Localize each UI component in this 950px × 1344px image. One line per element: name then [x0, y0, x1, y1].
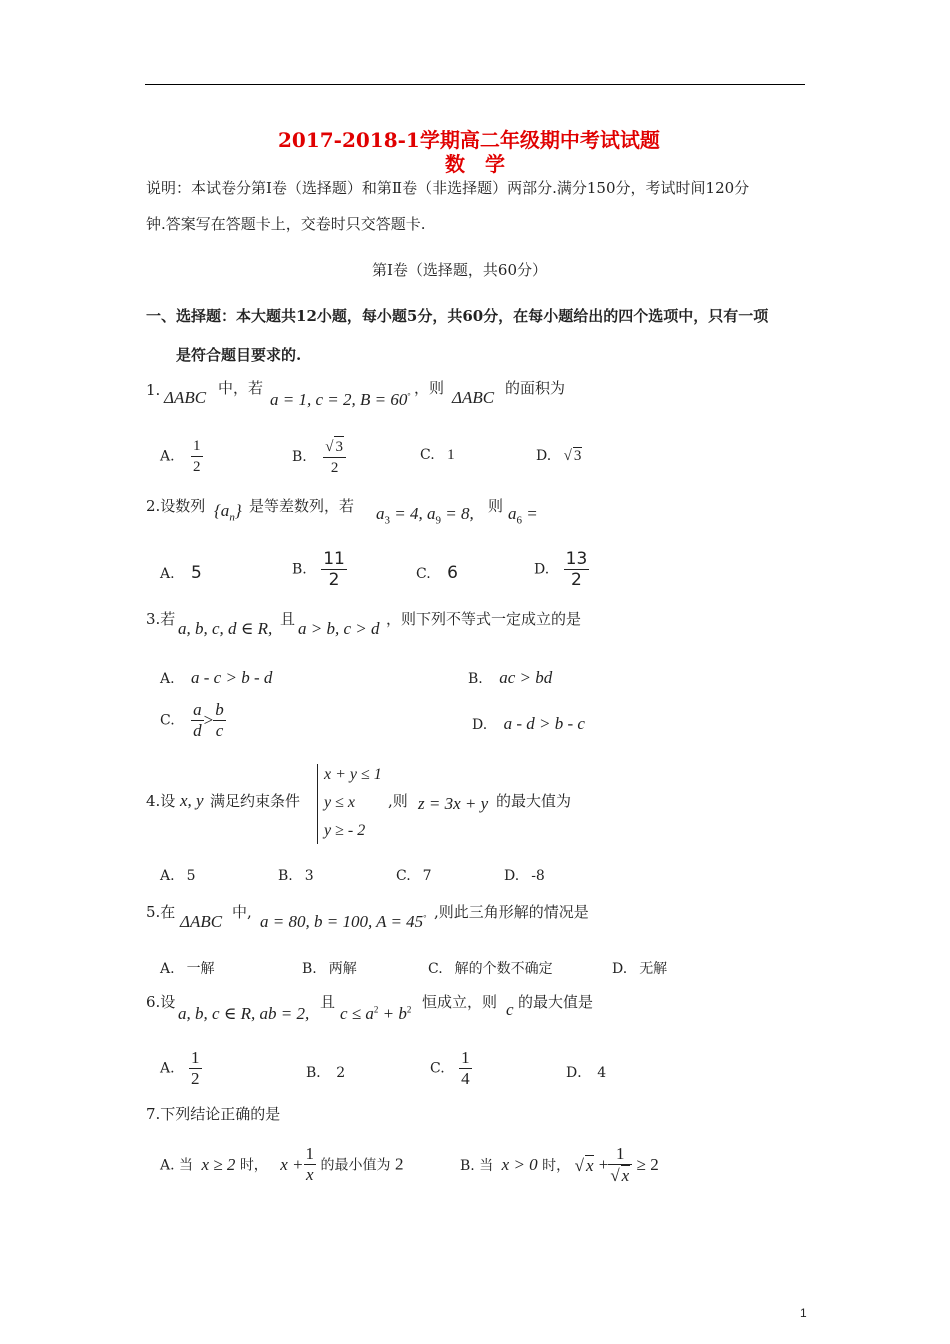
- q4-option-a[interactable]: A. 5: [160, 868, 196, 884]
- q2-target: $a_6$ =: [508, 504, 538, 527]
- q1-option-c[interactable]: C. 1: [420, 447, 455, 463]
- q4-brace: [317, 764, 324, 844]
- option-label: C.: [420, 447, 435, 463]
- q2-option-b[interactable]: B. $\frac{11}{2}$: [292, 549, 345, 590]
- q6-condition-2: $c \le a^2 + b^2$: [340, 1004, 412, 1023]
- q1-option-a[interactable]: A. $\frac{1}{2}$: [160, 438, 201, 475]
- option-label: B.: [302, 961, 317, 977]
- q5-option-a[interactable]: A. 一解: [160, 961, 215, 977]
- q3-text-2: ，则下列不等式一定成立的是: [386, 610, 582, 628]
- question-5: 5.在: [146, 903, 176, 921]
- q4-option-b[interactable]: B. 3: [278, 868, 314, 884]
- subject-title: 数 学: [445, 152, 505, 176]
- q3-text: 且: [280, 610, 296, 628]
- q6-var: c: [506, 1000, 514, 1019]
- question-1: [146, 380, 160, 400]
- q6-option-c[interactable]: C. $\frac{1}{4}$: [430, 1048, 470, 1088]
- option-label: C.: [396, 868, 411, 884]
- option-label: B.: [292, 449, 307, 465]
- q6-option-b[interactable]: B． 2: [306, 1065, 346, 1081]
- q6-text-3: 的最大值是: [518, 993, 594, 1011]
- instructions-line-2: 钟.答案写在答题卡上，交卷时只交答题卡.: [146, 215, 426, 233]
- q2-text-then: 则: [488, 497, 504, 515]
- q6-text: 且: [320, 993, 336, 1011]
- q2-option-d[interactable]: D. $\frac{13}{2}$: [534, 549, 588, 590]
- q2-sequence: $\{a_n\}$: [214, 501, 242, 524]
- page-number: 1: [800, 1306, 807, 1320]
- exam-title: 2017-2018-1学期高二年级期中考试试题: [278, 128, 660, 152]
- q1-option-b[interactable]: B. $\frac{√ 3}{2}$: [292, 436, 346, 478]
- q4-option-c[interactable]: C. 7: [396, 868, 432, 884]
- q1-text-area: 的面积为: [505, 379, 566, 397]
- q1-text-then: ，则: [414, 379, 445, 397]
- section-1-heading: 一、选择题：本大题共12小题，每小题5分，共60分，在每小题给出的四个选项中，只有一项: [146, 307, 769, 325]
- q2-condition: $a_3 = 4$, $a_9 = 8$,: [376, 504, 474, 527]
- option-label: D.: [534, 561, 550, 578]
- q4-vars: x, y: [180, 791, 204, 810]
- q5-option-b[interactable]: B. 两解: [302, 961, 357, 977]
- q3-option-b[interactable]: B. ac > bd: [468, 668, 553, 687]
- header-rule: [145, 84, 805, 85]
- option-label: D.: [504, 868, 520, 884]
- option-label: C.: [160, 712, 175, 729]
- option-label: A.: [160, 448, 175, 465]
- option-label: A.: [160, 566, 175, 582]
- q3-option-a[interactable]: A. a - c > b - d: [160, 668, 273, 687]
- q5-condition: a = 80, b = 100, A = 45°: [260, 912, 427, 931]
- option-label: D．: [566, 1065, 592, 1081]
- q1-triangle: ΔABC: [164, 388, 207, 407]
- q4-constraint-1: x + y ≤ 1: [324, 766, 382, 783]
- q1-option-d[interactable]: D. √ 3: [536, 448, 582, 464]
- q1-text: 中，若: [218, 379, 264, 397]
- q2-text: 是等差数列，若: [249, 497, 355, 515]
- option-label: D.: [472, 717, 488, 733]
- q4-objective: z = 3x + y: [418, 794, 489, 813]
- q6-condition-1: a, b, c ∈ R, ab = 2,: [178, 1004, 310, 1023]
- question-7: 7.下列结论正确的是: [146, 1105, 281, 1123]
- option-label: D.: [612, 961, 628, 977]
- q4-constraint-3: y ≥ - 2: [324, 822, 366, 839]
- option-label: A.: [160, 868, 175, 884]
- q1-triangle-2: ΔABC: [452, 388, 495, 407]
- option-label: B. 当: [460, 1158, 494, 1174]
- section-1-heading-cont: 是符合题目要求的.: [176, 346, 302, 364]
- q2-option-c[interactable]: C. 6: [416, 563, 458, 583]
- q7-option-b[interactable]: B. 当 x > 0 时， √ x + $\frac{1}{√ x}$ ≥ 2: [460, 1144, 659, 1185]
- q4-text: 满足约束条件: [210, 792, 301, 810]
- option-label: A. 当: [160, 1157, 194, 1174]
- option-label: C.: [428, 961, 443, 977]
- question-3: 3.若: [146, 610, 176, 628]
- q6-option-d[interactable]: D． 4: [566, 1065, 607, 1081]
- option-label: B.: [292, 561, 307, 578]
- option-label: C.: [430, 1060, 445, 1077]
- option-label: B.: [468, 671, 483, 687]
- q7-option-a[interactable]: A. 当 x ≥ 2 时， x + $\frac{1}{x}$ 的最小值为 2: [160, 1144, 404, 1184]
- q5-option-c[interactable]: C. 解的个数不确定: [428, 961, 553, 977]
- q4-constraint-2: y ≤ x: [324, 794, 355, 811]
- option-label: A.: [160, 1060, 175, 1077]
- question-4: 4.设: [146, 792, 176, 810]
- q5-text: 中,: [232, 903, 252, 921]
- q2-option-a[interactable]: A. 5: [160, 563, 202, 583]
- q4-option-d[interactable]: D. -8: [504, 868, 545, 884]
- q4-text-3: 的最大值为: [496, 792, 572, 810]
- question-6: 6.设: [146, 993, 176, 1011]
- question-number: 1.: [146, 381, 161, 399]
- q3-condition-1: a, b, c, d ∈ R,: [178, 619, 273, 638]
- q5-triangle: ΔABC: [180, 912, 223, 931]
- q5-option-d[interactable]: D. 无解: [612, 961, 668, 977]
- q1-condition: a = 1, c = 2, B = 60°: [270, 390, 411, 409]
- q5-text-2: ,则此三角形解的情况是: [434, 903, 589, 921]
- instructions-line-1: 说明：本试卷分第Ⅰ卷（选择题）和第Ⅱ卷（非选择题）两部分.满分150分，考试时间120分: [146, 179, 750, 197]
- q3-condition-2: a > b, c > d: [298, 619, 380, 638]
- option-label: B.: [278, 868, 293, 884]
- q4-text-2: ,则: [388, 792, 408, 810]
- part-1-heading: 第Ⅰ卷（选择题，共60分）: [372, 261, 548, 279]
- option-label: B．: [306, 1065, 331, 1081]
- question-2: 2.设数列: [146, 497, 206, 515]
- option-label: A.: [160, 671, 175, 687]
- q3-option-d[interactable]: D. a - d > b - c: [472, 714, 585, 733]
- q6-option-a[interactable]: A. $\frac{1}{2}$: [160, 1048, 200, 1088]
- q6-text-2: 恒成立，则: [422, 993, 498, 1011]
- option-label: C.: [416, 566, 431, 582]
- option-label: D.: [536, 448, 552, 464]
- q3-option-c[interactable]: C. $\frac{a}{d}$ > $\frac{b}{c}$: [160, 700, 224, 740]
- option-label: A.: [160, 961, 175, 977]
